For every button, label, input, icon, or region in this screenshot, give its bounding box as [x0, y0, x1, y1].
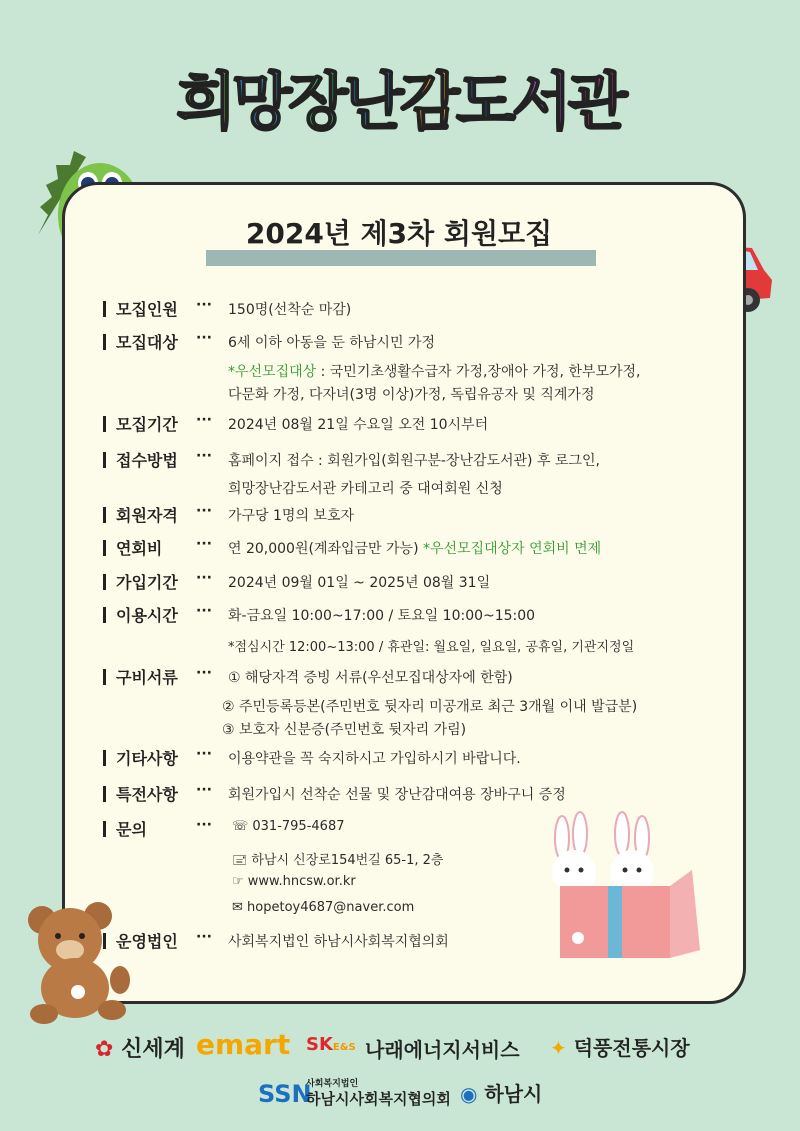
- fee-text: 연 20,000원(계좌입금만 가능): [228, 541, 419, 557]
- title-char: 난: [344, 65, 400, 138]
- dots: ···: [196, 297, 212, 313]
- dots: ···: [196, 929, 212, 945]
- contact-website: ☞ www.hncsw.or.kr: [232, 874, 356, 889]
- value-other: 이용약관을 꼭 숙지하시고 가입하시기 바랍니다.: [228, 751, 521, 767]
- label-recruit-target: 모집대상: [103, 330, 178, 353]
- bunnies-giftbox-illustration: [532, 810, 702, 960]
- value-application-method-2: 희망장난감도서관 카테고리 중 대여회원 신청: [228, 481, 503, 497]
- label-join-period: 가입기간: [103, 570, 178, 593]
- teddy-bear-illustration: [20, 900, 135, 1030]
- label-contact: 문의: [103, 817, 147, 840]
- library-title: [0, 52, 800, 141]
- value-operator: 사회복지법인 하남시사회복지협의회: [228, 934, 449, 950]
- priority-line-2: 다문화 가정, 다자녀(3명 이상)가정, 독립유공자 및 직계가정: [228, 387, 595, 403]
- sk-text: SK: [306, 1034, 333, 1055]
- value-qualification: 가구당 1명의 보호자: [228, 508, 354, 524]
- es-text: E&S: [332, 1042, 356, 1053]
- value-recruit-period: 2024년 08월 21일 수요일 오전 10시부터: [228, 417, 489, 433]
- hanam-logo: ◉ 하남시: [460, 1082, 543, 1106]
- dots: ···: [196, 603, 212, 619]
- hanam-text: 하남시: [484, 1082, 543, 1106]
- recruitment-heading: 2024년 제3차 회원모집: [245, 217, 553, 250]
- contact-phone: ☏ 031-795-4687: [232, 819, 345, 834]
- label-recruit-count: 모집인원: [103, 297, 178, 320]
- value-hours: 화-금요일 10:00~17:00 / 토요일 10:00~15:00: [228, 608, 536, 624]
- value-annual-fee: [228, 538, 601, 558]
- label-recruit-period: 모집기간: [103, 412, 178, 435]
- dots: ···: [196, 330, 212, 346]
- label-annual-fee: 연회비: [103, 536, 162, 559]
- title-char: 감: [400, 65, 456, 138]
- label-qualification: 회원자격: [103, 503, 178, 526]
- label-operator: 운영법인: [103, 929, 178, 952]
- shinsegae-text: 신세계: [121, 1037, 185, 1062]
- title-char: 희: [176, 65, 233, 138]
- contact-email: ✉ hopetoy4687@naver.com: [232, 900, 415, 915]
- label-other: 기타사항: [103, 746, 178, 769]
- priority-label: *우선모집대상: [228, 364, 317, 380]
- title-char: 망: [232, 65, 289, 138]
- ssn-logo: SSN: [258, 1080, 312, 1108]
- heading-underline: [206, 250, 596, 266]
- value-join-period: 2024년 09월 01일 ~ 2025년 08월 31일: [228, 575, 491, 591]
- value-hours-note: *점심시간 12:00~13:00 / 휴관일: 월요일, 일요일, 공휴일, 기관지정일: [228, 640, 635, 655]
- document-item-3: ③ 보호자 신분증(주민번호 뒷자리 가림): [222, 722, 467, 738]
- fee-exemption-note: *우선모집대상자 연회비 면제: [422, 541, 602, 557]
- label-hours: 이용시간: [103, 603, 178, 626]
- value-benefits: 회원가입시 선착순 선물 및 장난감대여용 장바구니 증정: [228, 787, 566, 803]
- dots: ···: [196, 570, 212, 586]
- emart-logo: emart: [196, 1028, 291, 1061]
- deokpung-logo: ✦ 덕풍전통시장: [550, 1036, 690, 1060]
- label-application-method: 접수방법: [103, 448, 178, 471]
- narae-text: 나래에너지서비스: [365, 1038, 520, 1062]
- deokpung-text: 덕풍전통시장: [573, 1036, 690, 1060]
- dots: ···: [196, 782, 212, 798]
- dots: ···: [196, 817, 212, 833]
- value-recruit-count: 150명(선착순 마감): [228, 302, 352, 318]
- sponsor-logos: [0, 1028, 800, 1128]
- dots: ···: [196, 448, 212, 464]
- contact-address: 🖃 하남시 신장로154번길 65-1, 2층: [232, 853, 444, 868]
- value-recruit-target: 6세 이하 아동을 둔 하남시민 가정: [228, 335, 435, 351]
- title-char: 장: [288, 65, 345, 138]
- priority-text: : 국민기초생활수급자 가정,장애아 가정, 한부모가정,: [316, 364, 641, 380]
- sk-logo: [306, 1034, 356, 1055]
- dots: ···: [196, 746, 212, 762]
- title-char: 도: [455, 65, 512, 138]
- document-item-1: ① 해당자격 증빙 서류(우선모집대상자에 한함): [228, 670, 513, 686]
- shinsegae-logo: ✿ 신세계: [95, 1037, 185, 1062]
- label-benefits: 특전사항: [103, 782, 178, 805]
- value-application-method-1: 홈페이지 접수 : 회원가입(회원구분-장난감도서관) 후 로그인,: [228, 453, 600, 469]
- document-item-2: ② 주민등록등본(주민번호 뒷자리 미공개로 최근 3개월 이내 발급분): [222, 699, 638, 715]
- priority-line-1: [228, 361, 640, 381]
- ssn-name-text: 하남시사회복지협의회: [306, 1090, 451, 1108]
- dots: ···: [196, 536, 212, 552]
- dots: ···: [196, 412, 212, 428]
- title-char: 관: [567, 65, 624, 138]
- title-char: 서: [511, 65, 568, 138]
- dots: ···: [196, 503, 212, 519]
- label-documents: 구비서류: [103, 665, 178, 688]
- ssn-small-text: 사회복지법인: [306, 1079, 359, 1089]
- dots: ···: [196, 665, 212, 681]
